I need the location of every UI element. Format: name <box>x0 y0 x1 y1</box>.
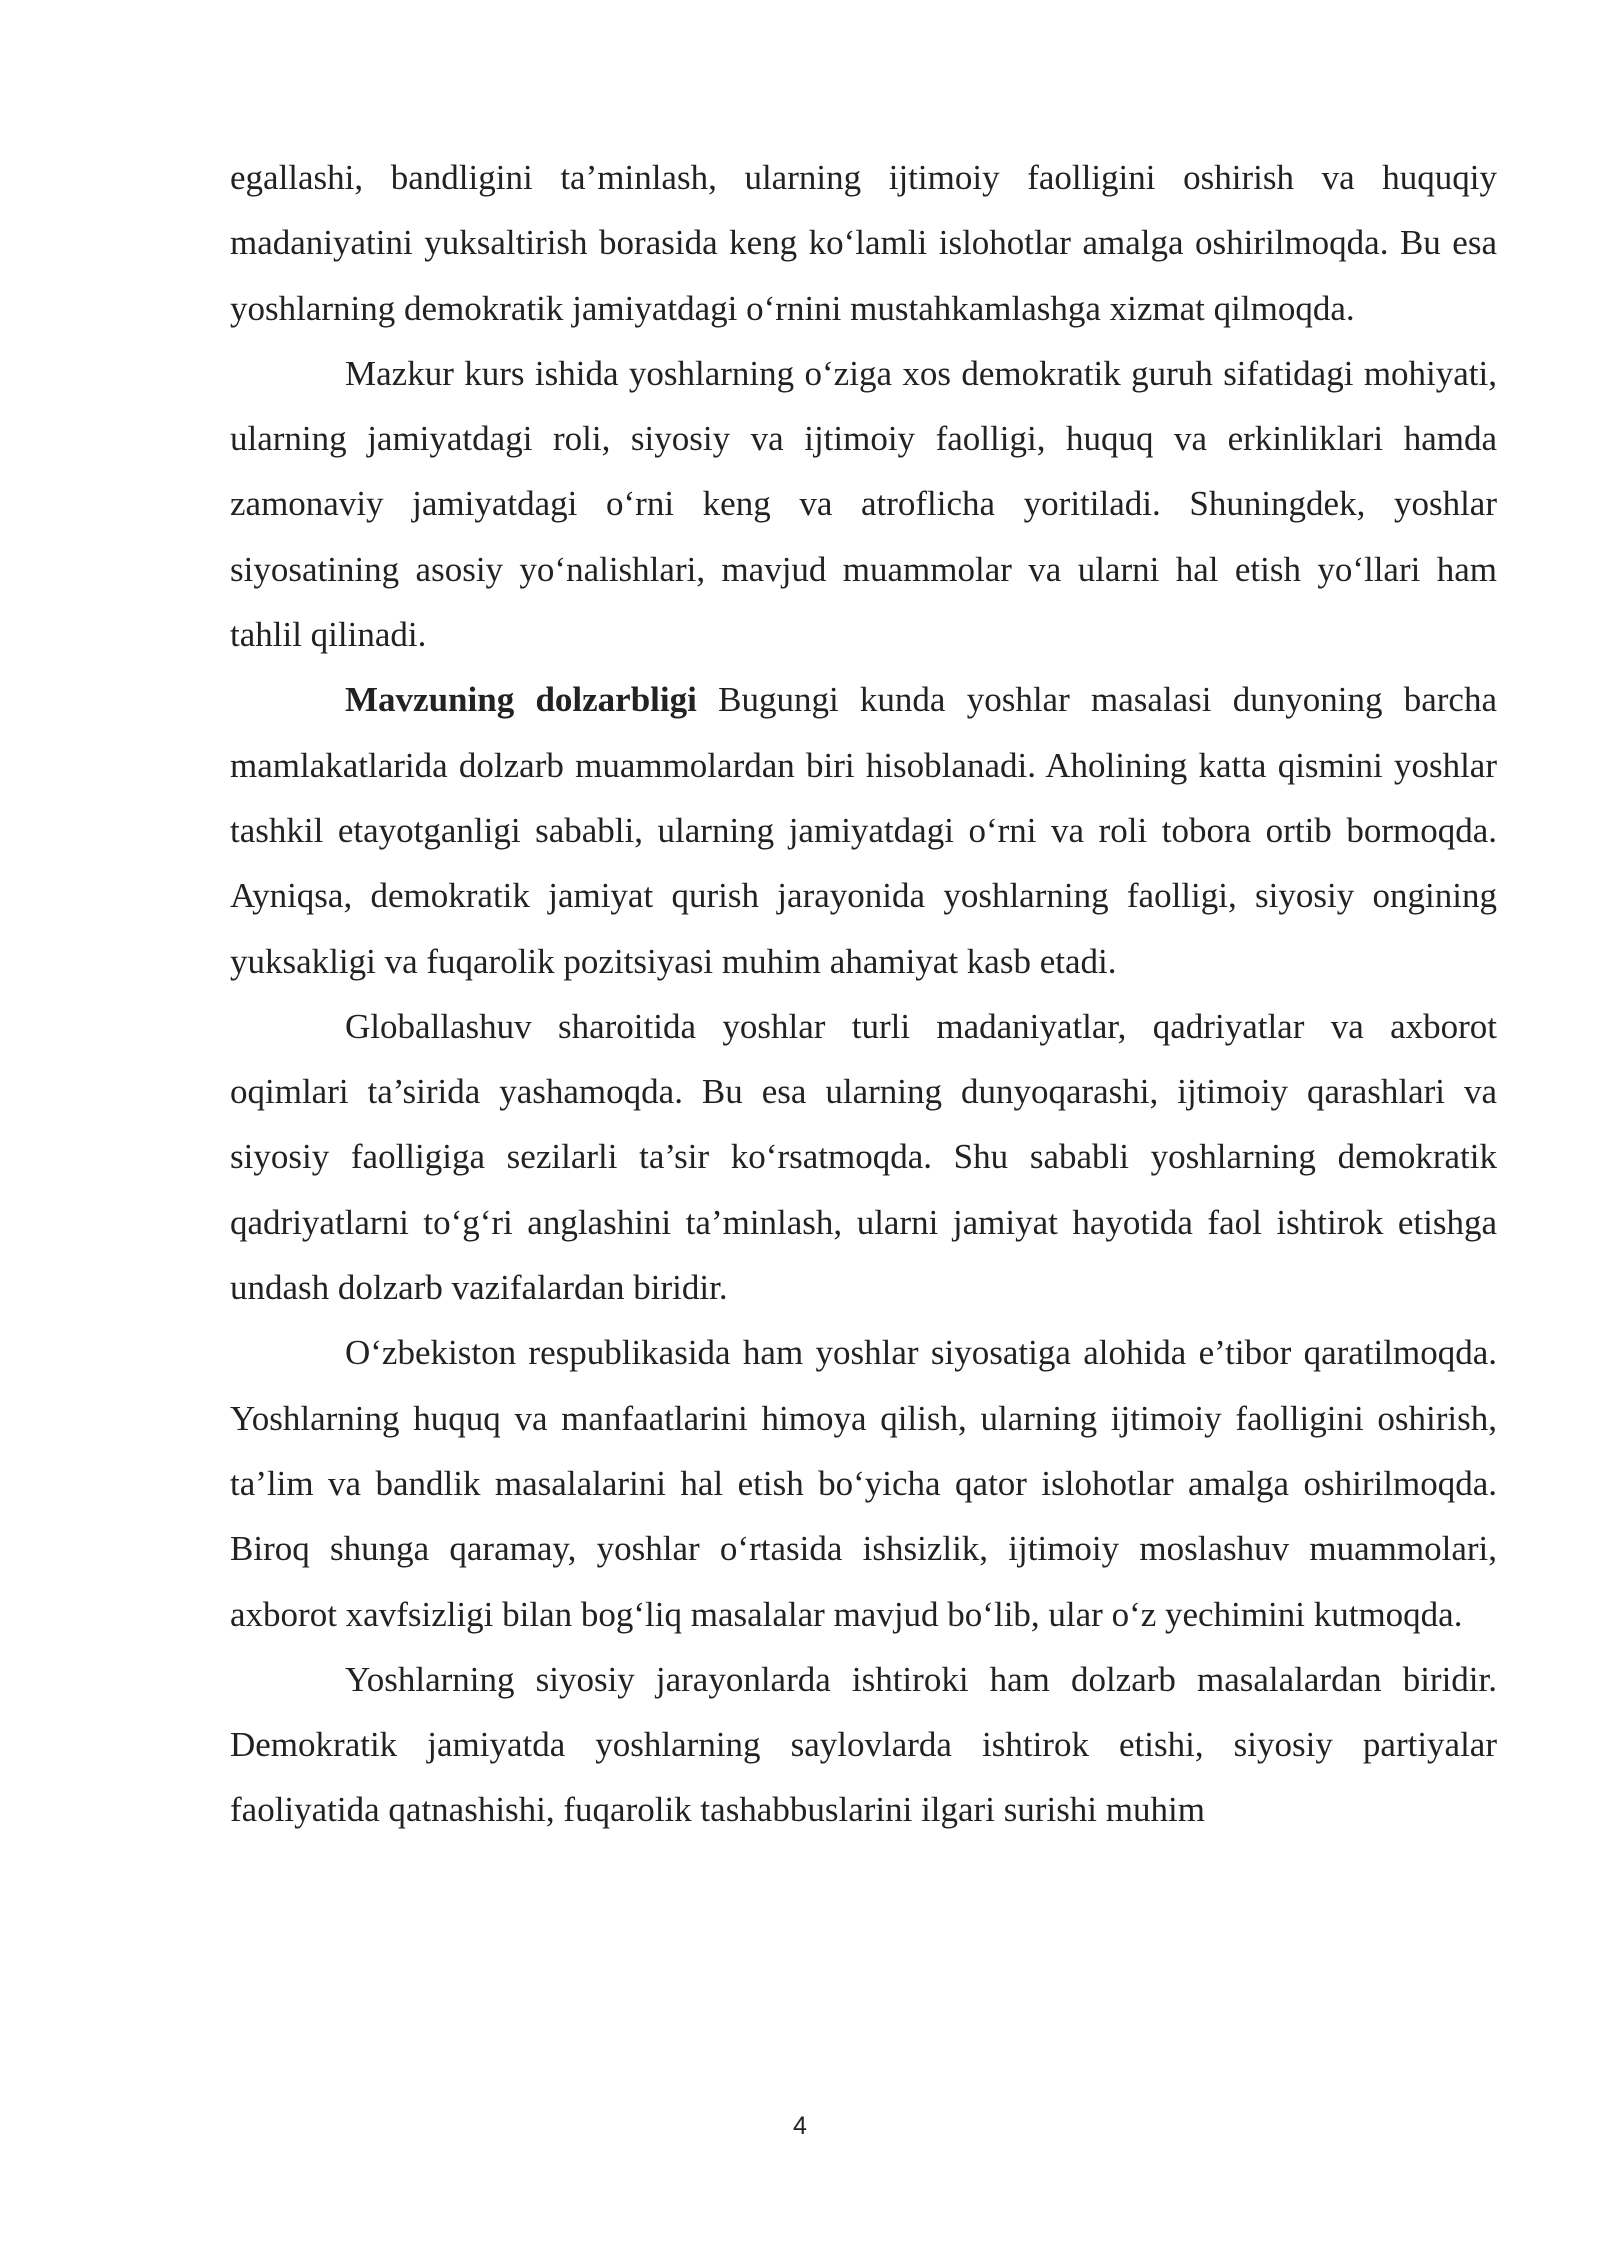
paragraph-6-text: Yoshlarning siyosiy jarayonlarda ishtiroki ham dolzarb masalalardan biridir. Demokratik jamiyatda yoshlarning saylovlarda ishtirok etishi, siyosiy partiyalar faoliyatida qatnashishi, fuqarolik tashabbuslarini ilgari surishi muhim <box>230 1659 1497 1830</box>
paragraph-2 <box>230 341 1497 667</box>
paragraph-3-text: Bugungi kunda yoshlar masalasi dunyoning barcha mamlakatlarida dolzarb muammolardan biri hisoblanadi. Aholining katta qismini yoshlar tashkil etayotganligi sababli, ularning jamiyatdagi o‘rni va roli tobora ortib bormoqda. Ayniqsa, demokratik jamiyat qurish jarayonida yoshlarning faolligi, siyosiy ongining yuksakligi va fuqarolik pozitsiyasi muhim ahamiyat kasb etadi. <box>230 680 1497 981</box>
paragraph-3 <box>230 667 1497 993</box>
paragraph-6 <box>230 1647 1497 1843</box>
paragraph-5 <box>230 1320 1497 1646</box>
body-text <box>230 145 1497 1843</box>
paragraph-4 <box>230 994 1497 1320</box>
paragraph-3-lead: Mavzuning dolzarbligi <box>345 680 697 720</box>
paragraph-1 <box>230 145 1497 341</box>
paragraph-2-text: Mazkur kurs ishida yoshlarning o‘ziga xos demokratik guruh sifatidagi mohiyati, ularning jamiyatdagi roli, siyosiy va ijtimoiy faolligi, huquq va erkinliklari hamda zamonaviy jamiyatdagi o‘rni keng va atroflicha yoritiladi. Shuningdek, yoshlar siyosatining asosiy yo‘nalishlari, mavjud muammolar va ularni hal etish yo‘llari ham tahlil qilinadi. <box>230 353 1497 655</box>
paragraph-1-text: egallashi, bandligini ta’minlash, ularning ijtimoiy faolligini oshirish va huquqiy madaniyatini yuksaltirish borasida keng ko‘lamli islohotlar amalga oshirilmoqda. Bu esa yoshlarning demokratik jamiyatdagi o‘rnini mustahkamlashga xizmat qilmoqda. <box>230 158 1497 328</box>
paragraph-5-text: O‘zbekiston respublikasida ham yoshlar siyosatiga alohida e’tibor qaratilmoqda. Yoshlarning huquq va manfaatlarini himoya qilish, ularning ijtimoiy faolligini oshirish, ta’lim va bandlik masalalarini hal etish bo‘yicha qator islohotlar amalga oshirilmoqda. Biroq shunga qaramay, yoshlar o‘rtasida ishsizlik, ijtimoiy moslashuv muammolari, axborot xavfsizligi bilan bog‘liq masalalar mavjud bo‘lib, ular o‘z yechimini kutmoqda. <box>230 1333 1497 1634</box>
paragraph-4-text: Globallashuv sharoitida yoshlar turli madaniyatlar, qadriyatlar va axborot oqimlari ta’sirida yashamoqda. Bu esa ularning dunyoqarashi, ijtimoiy qarashlari va siyosiy faolligiga sezilarli ta’sir ko‘rsatmoqda. Shu sababli yoshlarning demokratik qadriyatlarni to‘g‘ri anglashini ta’minlash, ularni jamiyat hayotida faol ishtirok etishga undash dolzarb vazifalardan biridir. <box>230 1006 1497 1308</box>
page-number: 4 <box>793 2112 807 2140</box>
